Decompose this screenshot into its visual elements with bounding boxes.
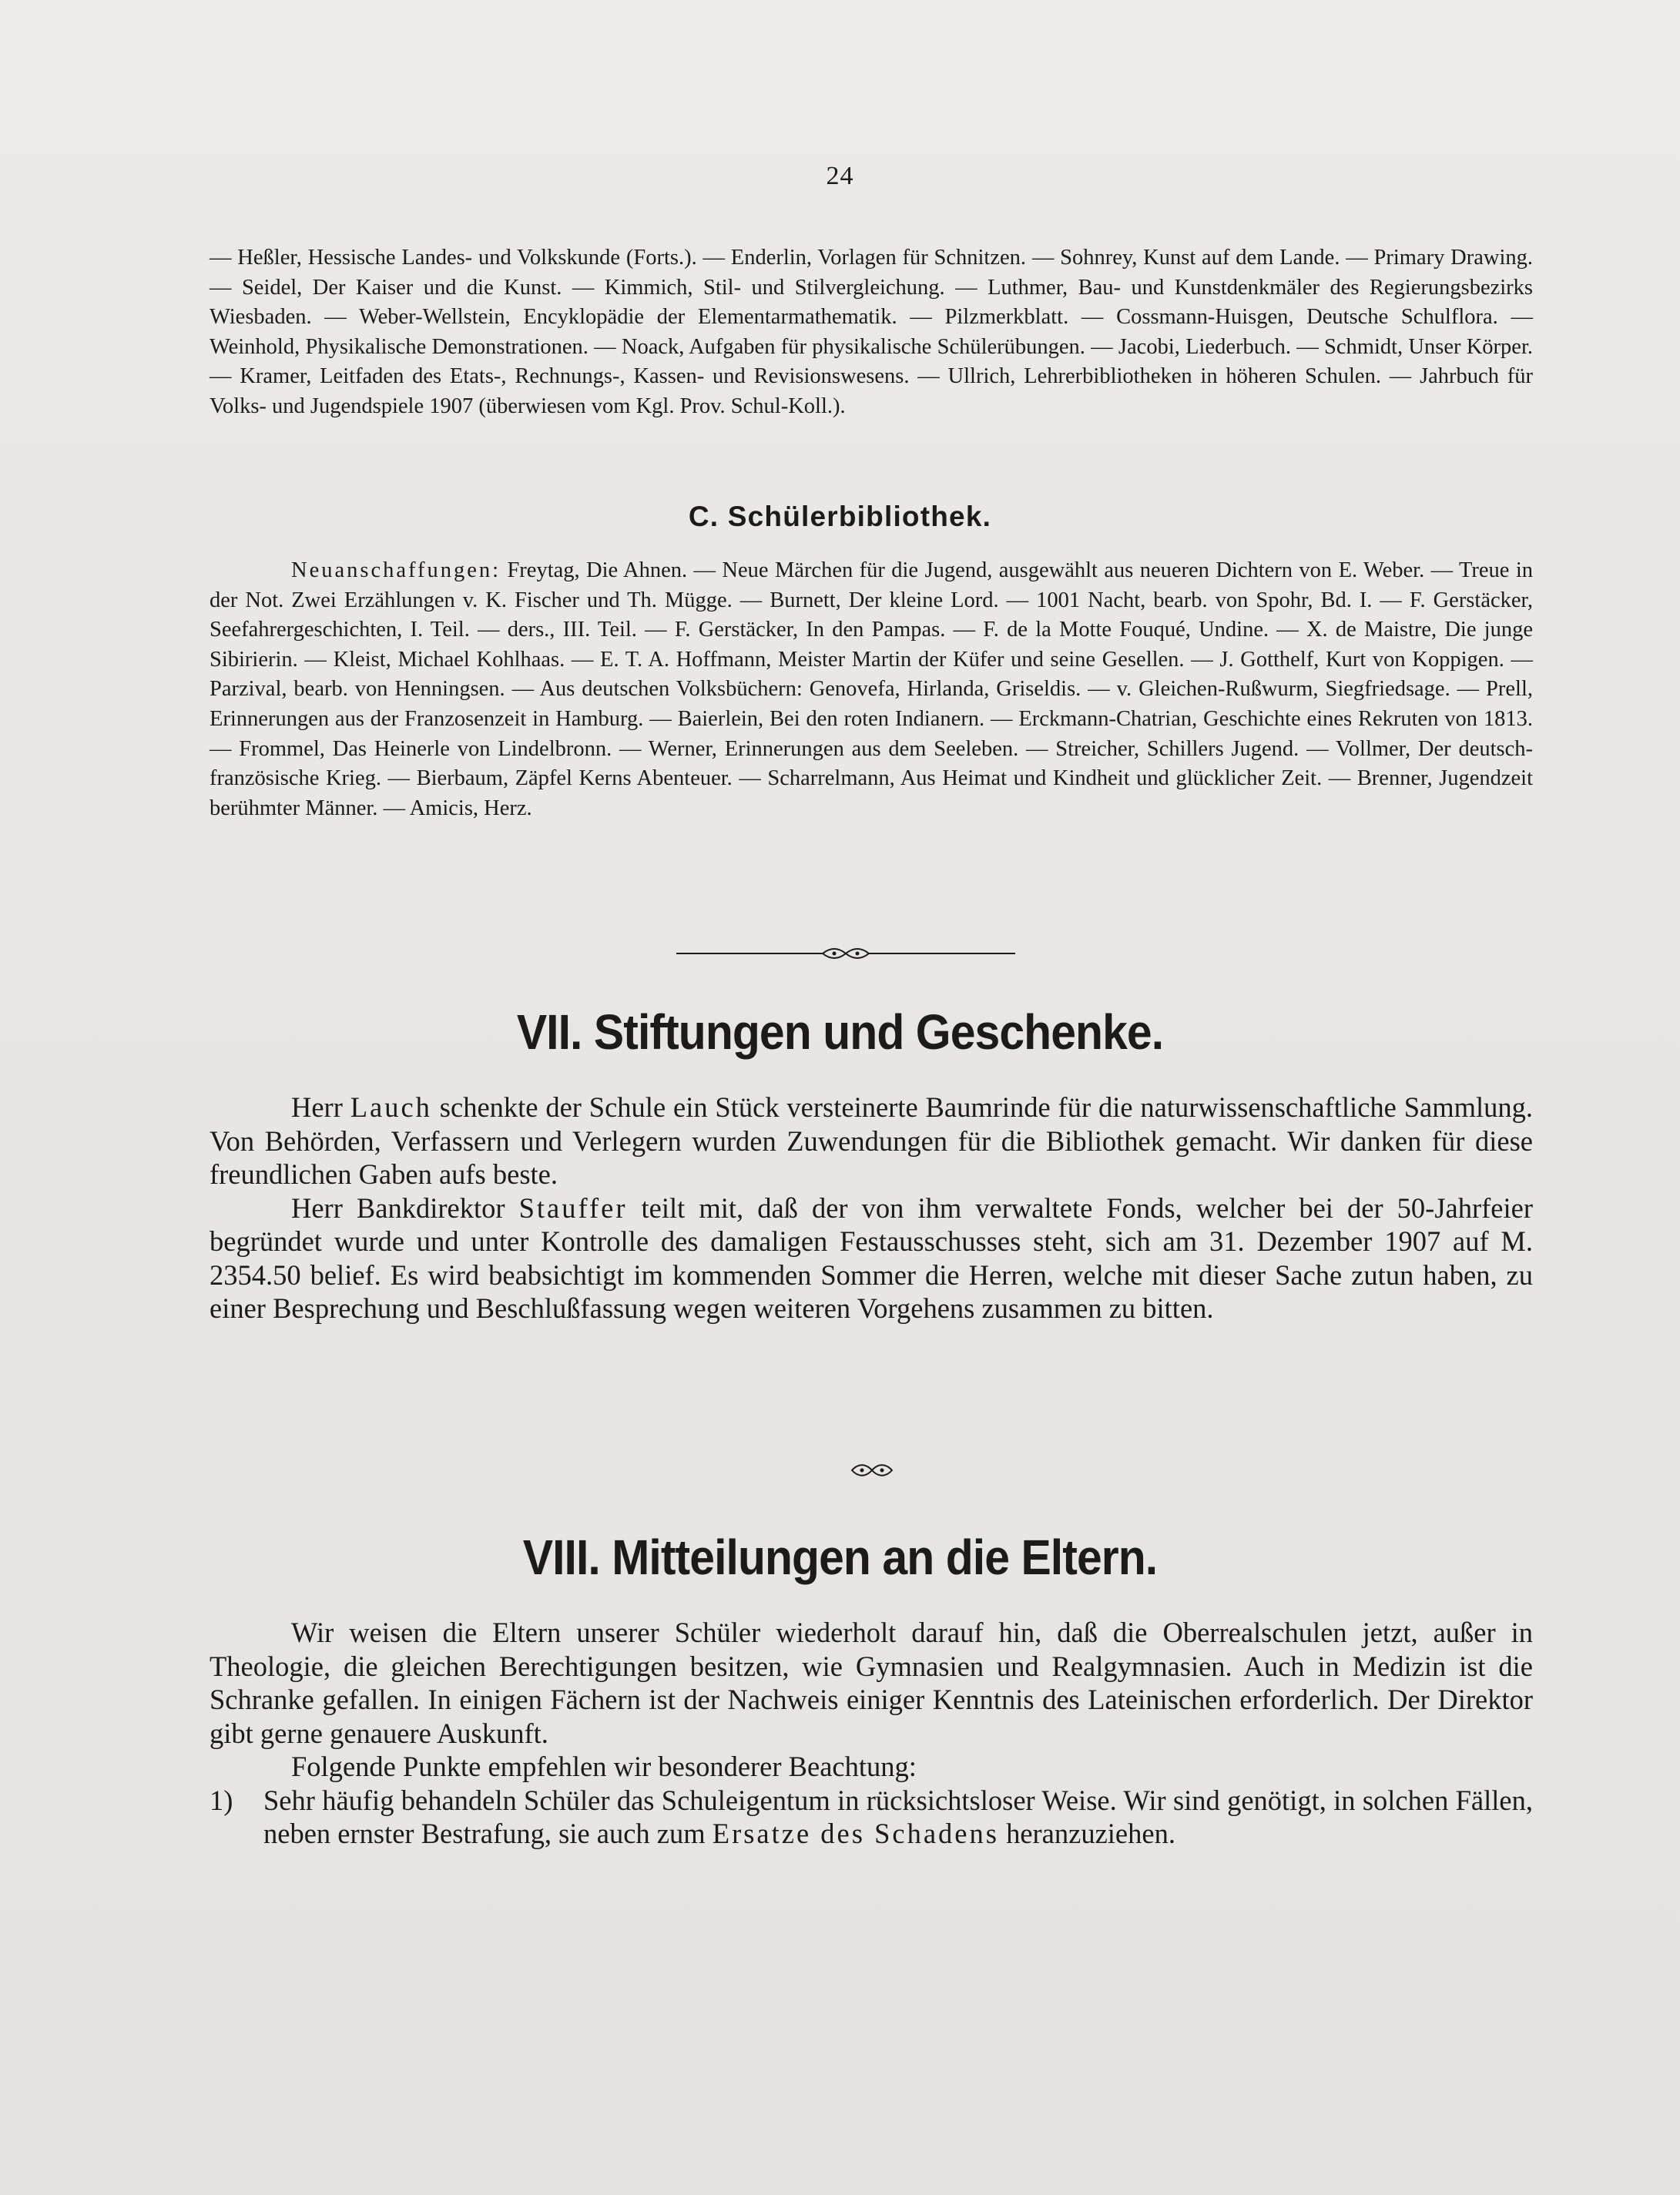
page-number: 24 [826, 162, 854, 190]
section-c-title: C. Schülerbibliothek. [688, 501, 992, 532]
list-item [210, 1784, 1533, 1851]
section-c-lead-label: Neuanschaffungen: [291, 558, 501, 582]
section-c-paragraph [210, 556, 1533, 823]
ornament-divider-icon [676, 944, 1015, 963]
section-viii-paragraph-2: Folgende Punkte empfehlen wir besonderer Beachtung: [291, 1751, 917, 1782]
section-vii-paragraph-2: Herr Bankdirektor Stauffer teilt mit, daß der von ihm verwaltete Fonds, welcher bei der 50-Jahrfeier begründet wurde und unter Kontrolle des damaligen Festausschusses steht, sich am 31. Dezember 1907 auf M. 2354.50 belief. Es wird beabsichtigt im kommenden Sommer die Herren, welche mit dieser Sache zutun haben, zu einer Besprechung und Beschlußfassung wegen weiteren Vorgehens zusammen zu bitten. [210, 1191, 1533, 1324]
section-viii-body [210, 1616, 1533, 1851]
section-vii-body [210, 1091, 1533, 1325]
ornament-small-icon [849, 1462, 895, 1479]
emphasized-phrase: Ersatze des Schadens [712, 1818, 999, 1849]
section-c-book-list: Freytag, Die Ahnen. — Neue Märchen für die Jugend, ausgewählt aus neueren Dichtern von E. Weber. — Treue in der Not. Zwei Erzählungen v. K. Fischer und Th. Mügge. — Burnett, Der kleine Lord. — 1001 Nacht, bearb. von Spohr, Bd. I. — F. Gerstäcker, Seefahrergeschichten, I. Teil. — ders., III. Teil. — F. Gerstäcker, In den Pampas. — F. de la Motte Fouqué, Undine. — X. de Maistre, Die junge Sibirierin. — Kleist, Michael Kohlhaas. — E. T. A. Hoffmann, Meister Martin der Küfer und seine Gesellen. — J. Gotthelf, Kurt von Koppigen. — Parzival, bearb. von Henningsen. — Aus deutschen Volksbüchern: Genovefa, Hirlanda, Griseldis. — v. Gleichen-Rußwurm, Siegfriedsage. — Prell, Erinnerungen aus der Franzosenzeit in Hamburg. — Baierlein, Bei den roten Indianern. — Erckmann-Chatrian, Geschichte eines Rekruten von 1813. — Frommel, Das Heinerle von Lindelbronn. — Werner, Erinnerungen aus dem Seeleben. — Streicher, Schillers Jugend. — Vollmer, Der deutsch-französische Krieg. — Bierbaum, Zäpfel Kerns Abenteuer. — Scharrelmann, Aus Heimat und Kindheit und glücklicher Zeit. — Brenner, Jugendzeit berühmter Männer. — Amicis, Herz. [210, 558, 1533, 820]
section-c-body [210, 556, 1533, 823]
intro-paragraph: — Heßler, Hessische Landes- und Volkskunde (Forts.). — Enderlin, Vorlagen für Schnitzen. — Sohnrey, Kunst auf dem Lande. — Primary Drawing. — Seidel, Der Kaiser und die Kunst. — Kimmich, Stil- und Stilvergleichung. — Luthmer, Bau- und Kunstdenkmäler des Regierungsbezirks Wiesbaden. — Weber-Wellstein, Encyklopädie der Elementarmathematik. — Pilzmerkblatt. — Cossmann-Huisgen, Deutsche Schulflora. — Weinhold, Physikalische Demonstrationen. — Noack, Aufgaben für physikalische Schülerübungen. — Jacobi, Liederbuch. — Schmidt, Unser Körper. — Kramer, Leitfaden des Etats-, Rechnungs-, Kassen- und Revisionswesens. — Ullrich, Lehrerbibliotheken in höheren Schulen. — Jahrbuch für Volks- und Jugendspiele 1907 (überwiesen vom Kgl. Prov. Schul-Koll.). [210, 246, 1533, 418]
section-viii-paragraph-1: Wir weisen die Eltern unserer Schüler wiederholt darauf hin, daß die Oberrealschulen jetzt, außer in Theologie, die gleichen Berechtigungen besitzen, wie Gymnasien und Realgymnasien. Auch in Medizin ist die Schranke gefallen. In einigen Fächern ist der Nachweis einiger Kenntnis des Lateinischen erforderlich. Der Direktor gibt gerne genauere Auskunft. [210, 1617, 1533, 1749]
section-vii-heading: VII. Stiftungen und Geschenke. [516, 1004, 1164, 1060]
intro-paragraph-block [210, 243, 1533, 422]
list-item-text: Sehr häufig behandeln Schüler das Schuleigentum in rücksichtsloser Weise. Wir sind genötigt, in solchen Fällen, neben ernster Bestrafung, sie auch zum Ersatze des Schadens heranzuziehen. [263, 1784, 1533, 1849]
list-item-number: 1) [210, 1784, 233, 1816]
bank-director-name: Stauffer [518, 1191, 628, 1224]
section-viii-heading: VIII. Mitteilungen an die Eltern. [522, 1530, 1158, 1585]
section-vii-paragraph-1: Herr Lauch schenkte der Schule ein Stück versteinerte Baumrinde für die naturwissenschaftliche Sammlung. Von Behörden, Verfassern und Verlegern wurden Zuwendungen für die Bibliothek gemacht. Wir danken für diese freundlichen Gaben aufs beste. [210, 1091, 1534, 1190]
donor-name: Lauch [350, 1091, 432, 1123]
